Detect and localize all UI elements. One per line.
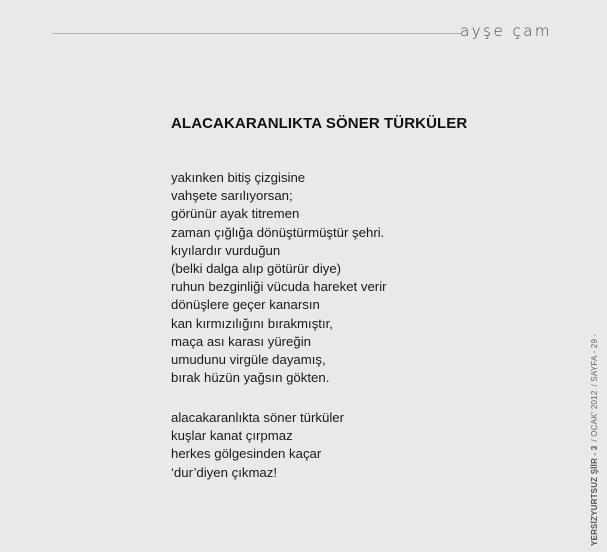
author-name: ayşe çam	[460, 22, 552, 40]
poem-line: kıyılardır vurduğun	[171, 242, 281, 258]
magazine-name: YERSİZYURTSUZ ŞİİR - 3	[590, 445, 599, 546]
poem-line: yakınken bitiş çizgisine	[171, 170, 306, 185]
page-footer-vertical	[590, 334, 599, 546]
poem-line: dönüşlere geçer kanarsın	[171, 297, 320, 313]
poem-line: alacakaranlıkta söner türküler	[171, 410, 344, 425]
poem-line: umudunu virgüle dayamış,	[171, 352, 326, 368]
poem-line: herkes gölgesinden kaçar	[171, 446, 322, 462]
poem-line: vahşete sarılıyorsan;	[171, 188, 293, 204]
header-divider	[52, 33, 462, 34]
poem-line: kuşlar kanat çırpmaz	[171, 428, 293, 444]
poem-line: ruhun bezginliği vücuda hareket verir	[171, 279, 387, 295]
poem-title: ALACAKARANLIKTA SÖNER TÜRKÜLER	[171, 115, 468, 132]
poem-stanza-1	[171, 169, 387, 387]
poem-line: bırak hüzün yağsın gökten.	[171, 370, 330, 386]
poem-line: maça ası karası yüreğin	[171, 333, 311, 349]
poem-line: görünür ayak titremen	[171, 206, 300, 222]
poem-stanza-2	[171, 409, 344, 482]
poem-line: kan kırmızılığını bırakmıştır,	[171, 315, 333, 331]
page-number: / SAYFA - 29 -	[590, 333, 599, 387]
issue-date: / OCAK' 2012	[590, 390, 599, 442]
poem-line: (belki dalga alıp götürür diye)	[171, 261, 342, 277]
poem-line: ‘dur’diyen çıkmaz!	[171, 464, 278, 480]
poem-line: zaman çığlığa dönüştürmüştür şehri.	[171, 224, 385, 240]
